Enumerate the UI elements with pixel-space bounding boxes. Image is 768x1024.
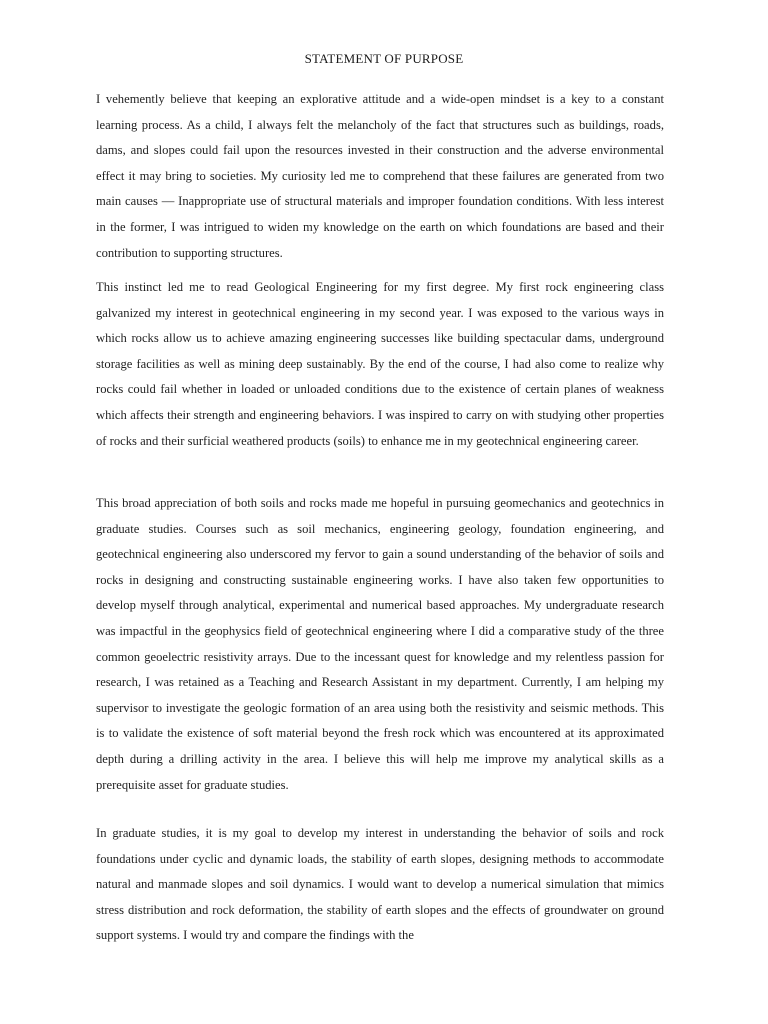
paragraph-1: I vehemently believe that keeping an explorative attitude and a wide-open mindset is a key to a constant learning process. As a child, I always felt the melancholy of the fact that structures such as buildings, roads, dams, and slopes could fail upon the resources invested in their construction and the adverse environmental effect it may bring to societies. My curiosity led me to comprehend that these failures are generated from two main causes — Inappropriate use of structural materials and improper foundation conditions. With less interest in the former, I was intrigued to widen my knowledge on the earth on which foundations are based and their contribution to supporting structures. — [96, 92, 664, 260]
document-title: STATEMENT OF PURPOSE — [304, 51, 464, 66]
paragraph-3: This broad appreciation of both soils and rocks made me hopeful in pursuing geomechanics and geotechnics in graduate studies. Courses such as soil mechanics, engineering geology, foundation engineering, and geotechnical engineering also underscored my fervor to gain a sound understanding of the behavior of soils and rocks in designing and constructing sustainable engineering works. I have also taken few opportunities to develop myself through analytical, experimental and numerical based approaches. My undergraduate research was impactful in the geophysics field of geotechnical engineering where I did a comparative study of the three common geoelectric resistivity arrays. Due to the incessant quest for knowledge and my relentless passion for research, I was retained as a Teaching and Research Assistant in my department. Currently, I am helping my supervisor to investigate the geologic formation of an area using both the resistivity and seismic methods. This is to validate the existence of soft material beyond the fresh rock which was encountered at its approximated depth during a drilling activity in the area. I believe this will help me improve my analytical skills as a prerequisite asset for graduate studies. — [96, 496, 664, 792]
paragraph-2: This instinct led me to read Geological Engineering for my first degree. My first rock engineering class galvanized my interest in geotechnical engineering in my second year. I was exposed to the various ways in which rocks allow us to achieve amazing engineering successes like building spectacular dams, underground storage facilities as well as mining deep sustainably. By the end of the course, I had also come to realize why rocks could fail whether in loaded or unloaded conditions due to the existence of certain planes of weakness which affects their strength and engineering behaviors. I was inspired to carry on with studying other properties of rocks and their surficial weathered products (soils) to enhance me in my geotechnical engineering career. — [96, 280, 664, 448]
paragraph-4: In graduate studies, it is my goal to develop my interest in understanding the behavior of soils and rock foundations under cyclic and dynamic loads, the stability of earth slopes, designing methods to accommodate natural and manmade slopes and soil dynamics. I would want to develop a numerical simulation that mimics stress distribution and rock deformation, the stability of earth slopes and the effects of groundwater on ground support systems. I would try and compare the findings with the — [96, 826, 664, 943]
